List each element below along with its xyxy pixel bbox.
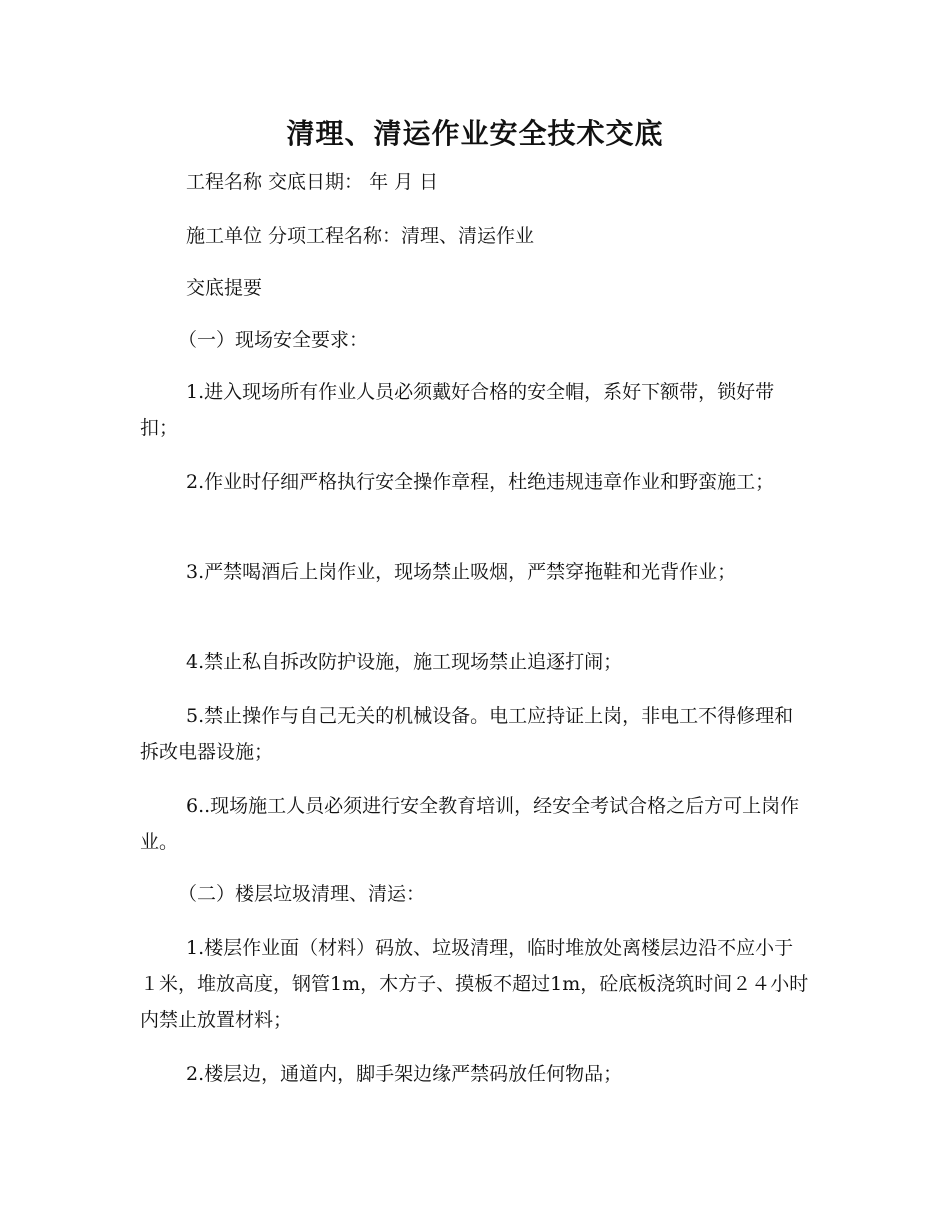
section1-item-4: 4.禁止私自拆改防护设施，施工现场禁止追逐打闹；	[186, 651, 623, 673]
section2-item-2: 2.楼层边，通道内，脚手架边缘严禁码放任何物品；	[186, 1063, 623, 1085]
project-name-date-line: 工程名称 交底日期： 年 月 日	[186, 171, 439, 193]
section1-item-5: 5.禁止操作与自己无关的机械设备。电工应持证上岗，非电工不得修理和拆改电器设施；	[140, 705, 794, 763]
section1-item-6: 6..现场施工人员必须进行安全教育培训，经安全考试合格之后方可上岗作业。	[140, 795, 800, 853]
construction-unit-line: 施工单位 分项工程名称：清理、清运作业	[186, 225, 535, 247]
section1-item-2: 2.作业时仔细严格执行安全操作章程，杜绝违规违章作业和野蛮施工；	[186, 471, 775, 493]
section2-heading: （二）楼层垃圾清理、清运：	[178, 883, 426, 905]
section1-item-3: 3.严禁喝酒后上岗作业，现场禁止吸烟，严禁穿拖鞋和光背作业；	[186, 561, 737, 583]
document-title: 清理、清运作业安全技术交底	[286, 117, 664, 150]
summary-label: 交底提要	[186, 277, 263, 299]
section2-item-1: 1.楼层作业面（材料）码放、垃圾清理，临时堆放处离楼层边沿不应小于１米，堆放高度，钢管1m，木方子、摸板不超过1m，砼底板浇筑时间２４小时内禁止放置材料；	[140, 937, 809, 1031]
section1-item-1: 1.进入现场所有作业人员必须戴好合格的安全帽，系好下额带，锁好带扣；	[140, 381, 775, 439]
section1-heading: （一）现场安全要求：	[178, 329, 369, 351]
